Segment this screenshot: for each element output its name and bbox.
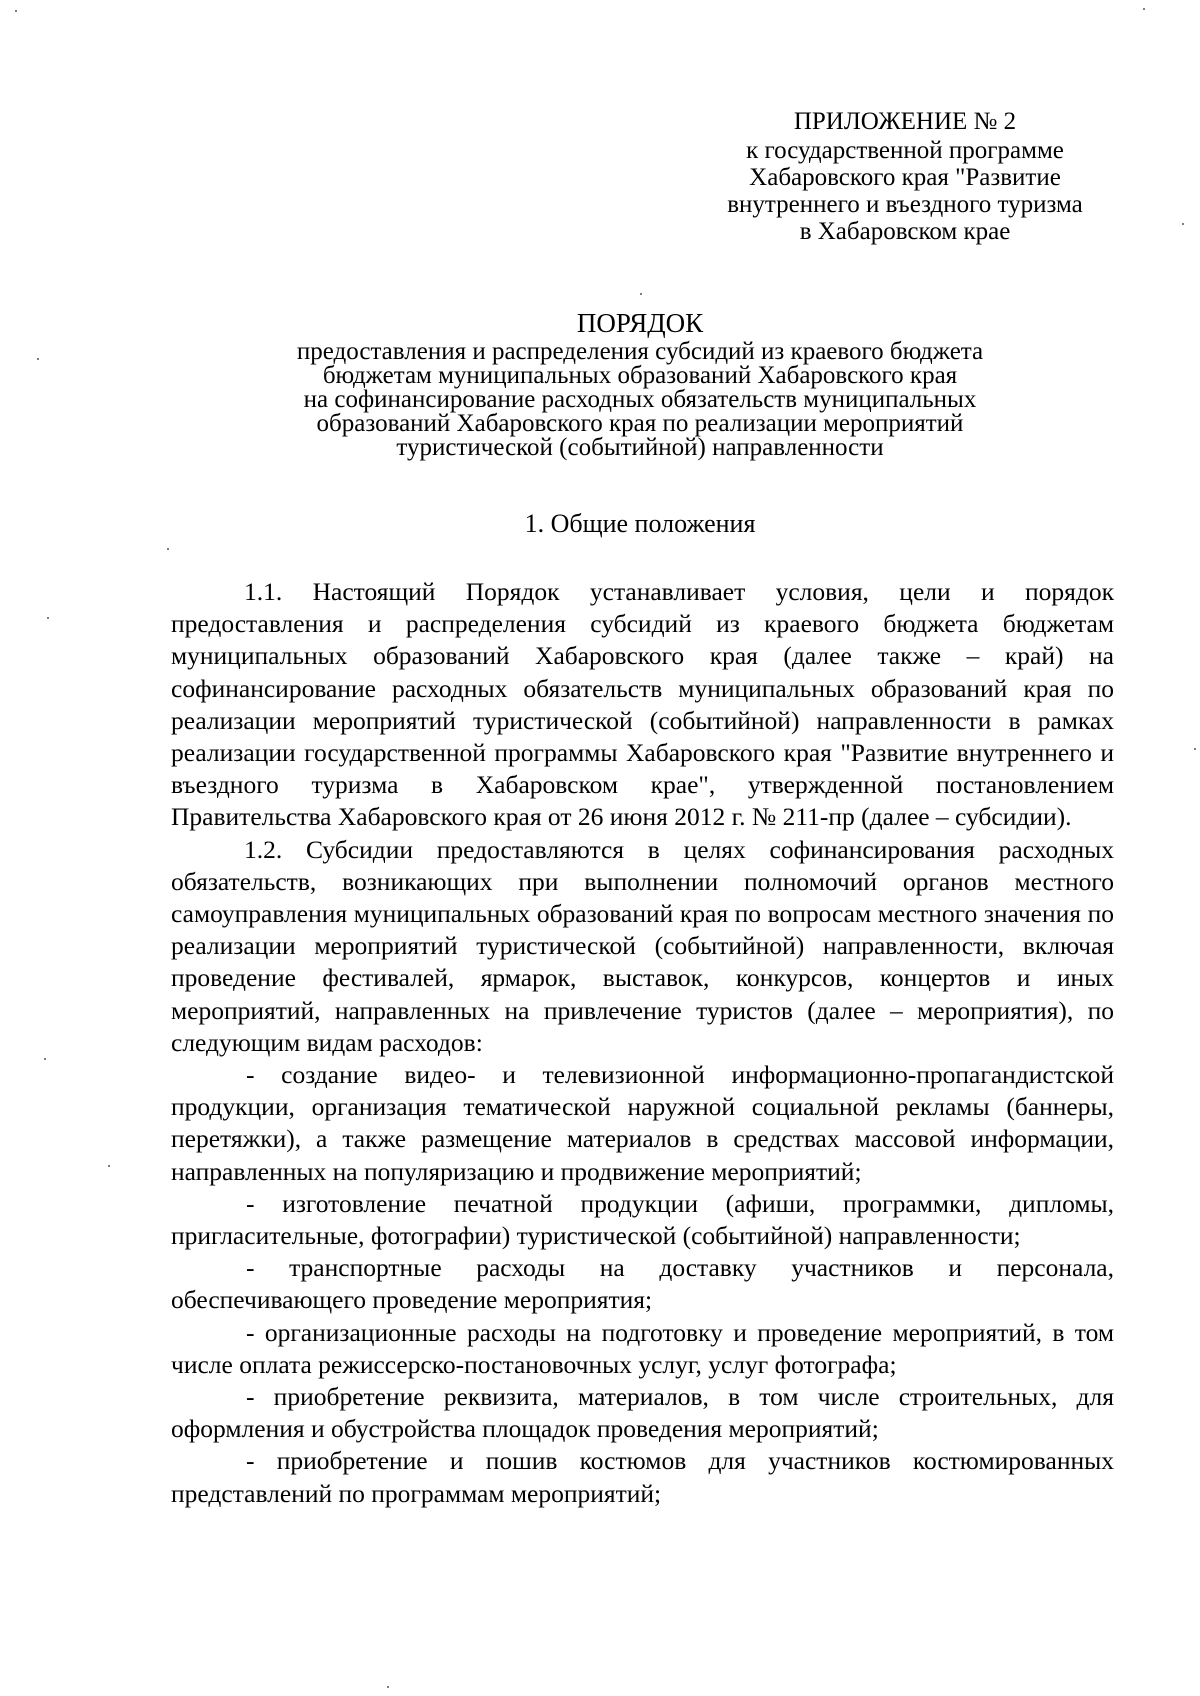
list-item: - приобретение реквизита, материалов, в том числе строительных, для оформления и обустройства площадок проведения мероприятий; (171, 1382, 1114, 1444)
scan-speck (15, 10, 17, 12)
title-line: туристической (событийной) направленности (396, 434, 884, 461)
scan-speck (47, 617, 49, 619)
paragraph-1-2: 1.2. Субсидии предоставляются в целях софинансирования расходных обязательств, возникающих при выполнении полномочий органов местного самоуправления муниципальных образований края по вопросам местного значения по реализации мероприятий туристической (событийной) направленности, включая проведение фестивалей, ярмарок, выставок, конкурсов, концертов и иных мероприятий, направленных на привлечение туристов (далее – мероприятия), по следующим видам расходов: (171, 834, 1114, 1057)
list-item: - изготовление печатной продукции (афиши, программки, дипломы, пригласительные, фотографии) туристической (событийной) направленности; (171, 1188, 1114, 1251)
appendix-line: в Хабаровском крае (799, 218, 1011, 245)
scan-speck (44, 1058, 46, 1060)
scan-speck (1182, 223, 1184, 225)
scan-speck (640, 293, 642, 295)
scan-speck (387, 1686, 389, 1688)
list-item: - организационные расходы на подготовку и проведение мероприятий, в том числе оплата режиссерско-постановочных услуг, услуг фотографа; (171, 1317, 1114, 1379)
document-title (170, 306, 1110, 460)
title-main: ПОРЯДОК (576, 308, 704, 338)
appendix-heading: ПРИЛОЖЕНИЕ № 2 (793, 108, 1017, 135)
title-line: образований Хабаровского края по реализации мероприятий (316, 410, 964, 437)
list-item: - создание видео- и телевизионной информационно-пропагандистской продукции, организация тематической наружной социальной рекламы (баннеры, перетяжки), а также размещение материалов в средствах массовой информации, направленных на популяризацию и продвижение мероприятий; (171, 1060, 1114, 1186)
title-line: на софинансирование расходных обязательств муниципальных (303, 386, 977, 413)
section-body (171, 576, 1114, 1510)
section-heading: 1. Общие положения (524, 509, 756, 538)
scan-speck (1143, 8, 1145, 10)
list-item: - приобретение и пошив костюмов для участников костюмированных представлений по программам мероприятий; (171, 1446, 1114, 1508)
scan-speck (37, 358, 39, 360)
scan-speck (108, 1165, 110, 1167)
paragraph-1-1: 1.1. Настоящий Порядок устанавливает условия, цели и порядок предоставления и распределения субсидий из краевого бюджета бюджетам муниципальных образований Хабаровского края (далее также – край) на софинансирование расходных обязательств муниципальных образований края по реализации мероприятий туристической (событийной) направленности в рамках реализации государственной программы Хабаровского края "Развитие внутреннего и въездного туризма в Хабаровском крае", утвержденной постановлением Правительства Хабаровского края от 26 июня 2012 г. № 211-пр (далее – субсидии). (171, 577, 1114, 832)
appendix-line: внутреннего и въездного туризма (727, 191, 1083, 218)
appendix-header (700, 108, 1110, 245)
title-line: предоставления и распределения субсидий из краевого бюджета (296, 338, 984, 365)
scan-speck (1194, 748, 1196, 750)
appendix-line: к государственной программе (746, 137, 1064, 164)
scan-speck (167, 548, 169, 550)
appendix-line: Хабаровского края "Развитие (749, 164, 1061, 191)
title-line: бюджетам муниципальных образований Хабаровского края (322, 362, 958, 389)
list-item: - транспортные расходы на доставку участников и персонала, обеспечивающего проведение мероприятия; (171, 1253, 1114, 1315)
